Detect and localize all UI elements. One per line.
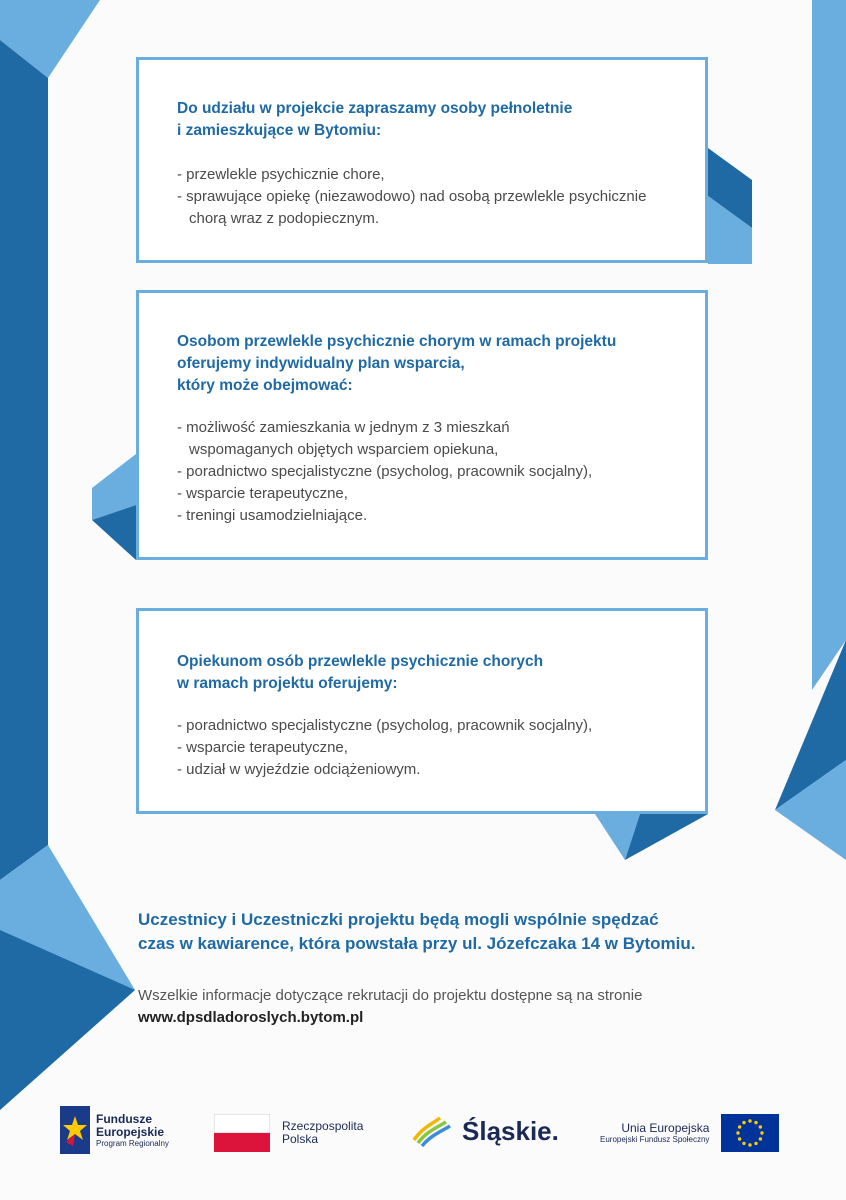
list-item: - poradnictwo specjalistyczne (psycholog, pracownik socjalny), xyxy=(177,461,705,483)
eu-star xyxy=(759,1137,762,1140)
polish-flag-icon xyxy=(214,1114,270,1152)
website-link[interactable]: www.dpsdladoroslych.bytom.pl xyxy=(138,1009,364,1026)
list-item: - udział w wyjeździe odciążeniowym. xyxy=(177,759,705,781)
support-plan-list xyxy=(177,417,705,527)
recruitment-info: Wszelkie informacje dotyczące rekrutacji do projektu dostępne są na stronie www.dpsdladoroslych.bytom.pl xyxy=(138,985,798,1029)
list-item: - treningi usamodzielniające. xyxy=(177,505,705,527)
support-plan-title: Osobom przewlekle psychicznie chorym w ramach projektu oferujemy indywidualny plan wsparcia, który może obejmować: xyxy=(177,333,617,394)
eligibility-title: Do udziału w projekcie zapraszamy osoby pełnoletnie i zamieszkujące w Bytomiu: xyxy=(177,100,573,139)
list-item: - sprawujące opiekę (niezawodowo) nad osobą przewlekle psychicznie chorą wraz z podopiecznym. xyxy=(177,186,659,230)
eu-star xyxy=(759,1125,762,1128)
eligibility-list xyxy=(177,164,705,230)
caregivers-title: Opiekunom osób przewlekle psychicznie chorych w ramach projektu oferujemy: xyxy=(177,653,544,692)
slaskie-waves-icon xyxy=(410,1114,454,1148)
eu-flag-icon xyxy=(721,1114,779,1152)
caregivers-box xyxy=(136,608,708,814)
fe-star-icon xyxy=(60,1106,90,1154)
eligibility-box xyxy=(136,57,708,263)
slaskie-logo: Śląskie. xyxy=(410,1114,559,1148)
eu-star xyxy=(743,1142,746,1145)
eu-star xyxy=(755,1142,758,1145)
eu-star xyxy=(755,1121,758,1124)
list-item: - wsparcie terapeutyczne, xyxy=(177,737,705,759)
list-item: - poradnictwo specjalistyczne (psycholog, pracownik socjalny), xyxy=(177,715,705,737)
list-item: - przewlekle psychicznie chore, xyxy=(177,164,705,186)
rzeczpospolita-polska-logo: Rzeczpospolita Polska xyxy=(214,1114,363,1152)
eu-star xyxy=(737,1131,740,1134)
cafe-statement: Uczestnicy i Uczestniczki projektu będą mogli wspólnie spędzać czas w kawiarence, która powstała przy ul. Józefczaka 14 w Bytomiu. xyxy=(138,910,696,953)
eu-star xyxy=(738,1125,741,1128)
eu-star xyxy=(761,1131,764,1134)
support-plan-box xyxy=(136,290,708,560)
eu-star xyxy=(749,1143,752,1146)
fundusze-europejskie-logo: Fundusze Europejskie Program Regionalny xyxy=(60,1106,169,1154)
eu-star xyxy=(743,1121,746,1124)
eu-star xyxy=(749,1119,752,1122)
caregivers-list xyxy=(177,715,705,781)
unia-europejska-logo: Unia Europejska Europejski Fundusz Społeczny xyxy=(600,1114,779,1152)
list-item: - wsparcie terapeutyczne, xyxy=(177,483,705,505)
eu-star xyxy=(738,1137,741,1140)
funding-logos-bar xyxy=(0,1100,846,1170)
list-item: - możliwość zamieszkania w jednym z 3 mieszkań wspomaganych objętych wsparciem opiekuna, xyxy=(177,417,599,461)
